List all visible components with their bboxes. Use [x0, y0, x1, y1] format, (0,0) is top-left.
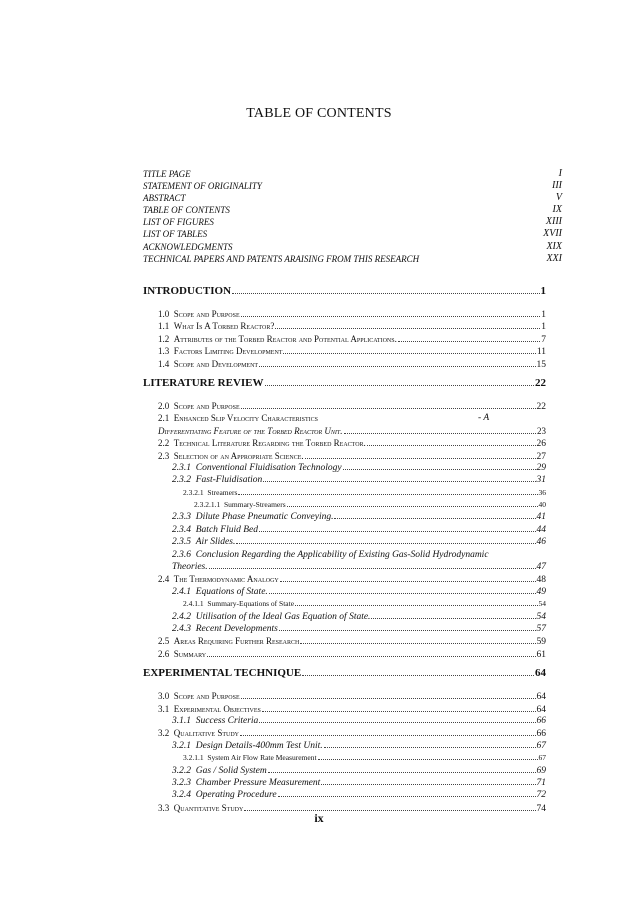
toc-entry: 2.3.2 Fast-Fluidisation 31 [172, 475, 546, 486]
toc-entry: 1.0 Scope and Purpose 1 [158, 309, 546, 320]
dot-leader [241, 408, 536, 409]
table-of-contents [143, 284, 546, 814]
dot-leader [268, 772, 536, 773]
dot-leader [262, 711, 536, 712]
dot-leader [207, 656, 535, 657]
dot-leader [259, 366, 535, 367]
toc-chapter-introduction: INTRODUCTION 1 [143, 285, 546, 297]
dot-leader [334, 518, 535, 519]
toc-entry: 2.4.2 Utilisation of the Ideal Gas Equation of State. 54 [172, 611, 546, 622]
toc-entry: 2.5 Areas Requiring Further Research 59 [158, 636, 546, 648]
front-matter-entry: TECHNICAL PAPERS AND PATENTS ARAISING FROM THIS RESEARCH XXI [143, 252, 562, 264]
toc-entry: 3.1.1 Success Criteria 66 [172, 715, 546, 726]
toc-entry: 2.6 Summary 61 [158, 648, 546, 660]
toc-entry: 2.3.2.1 Streamers 36 [183, 487, 546, 497]
front-matter-entry: STATEMENT OF ORIGINALITY III [143, 180, 562, 192]
dot-leader [344, 433, 536, 434]
dot-leader [300, 643, 535, 644]
toc-entry: 3.0 Scope and Purpose 64 [158, 691, 546, 703]
front-matter-entry: LIST OF FIGURES XIII [143, 216, 562, 228]
toc-entry: 3.2.4 Operating Procedure 72 [172, 790, 546, 801]
toc-entry: 2.3.3 Dilute Phase Pneumatic Conveying. 41 [172, 512, 546, 523]
front-matter-entry: TITLE PAGE I [143, 168, 562, 179]
page-title: TABLE OF CONTENTS [246, 106, 392, 121]
front-matter-entry: LIST OF TABLES XVII [143, 228, 562, 240]
toc-entry: 2.4.1 Equations of State. 49 [172, 586, 546, 597]
dot-leader [236, 543, 535, 544]
toc-entry: 3.2.2 Gas / Solid System 69 [172, 765, 546, 776]
toc-entry: 3.3 Quantitative Study 74 [158, 802, 546, 814]
toc-entry-continued: Differentiating Feature of the Torbed Reactor Unit. 23 [158, 425, 546, 436]
dot-leader [232, 293, 539, 294]
toc-entry: 2.3.4 Batch Fluid Bed 44 [172, 524, 546, 535]
dot-leader [241, 316, 541, 317]
dot-leader [241, 698, 536, 699]
dot-leader [398, 341, 540, 342]
dot-leader [240, 735, 535, 736]
dot-leader [305, 458, 536, 459]
toc-chapter-literature-review: LITERATURE REVIEW 22 [143, 376, 546, 389]
dot-leader [259, 531, 535, 532]
front-matter-entry: ACKNOWLEDGMENTS XIX [143, 240, 562, 252]
toc-entry: 3.1 Experimental Objectives 64 [158, 703, 546, 715]
page-number: ix [314, 811, 324, 825]
toc-entry: 3.2.1 Design Details-400mm Test Unit. 67 [172, 740, 546, 751]
dot-leader [269, 593, 536, 594]
toc-entry: 2.3.1 Conventional Fluidisation Technology 29 [172, 462, 546, 473]
toc-entry: 2.3 Selection of an Appropriate Science. 27 [158, 450, 546, 462]
dot-leader [295, 605, 537, 606]
dot-leader [209, 568, 536, 569]
toc-entry: 3.2.3 Chamber Pressure Measurement 71 [172, 777, 546, 788]
toc-entry: 3.2.1.1 System Air Flow Rate Measurement 67 [183, 753, 546, 763]
toc-entry: 1.2 Attributes of the Torbed Reactor and Potential Applications. 7 [158, 333, 546, 345]
toc-entry: 2.2 Technical Literature Regarding the Torbed Reactor. 26 [158, 438, 546, 450]
toc-entry: 2.3.6 Conclusion Regarding the Applicability of Existing Gas-Solid Hydrodynamic [172, 549, 489, 560]
toc-entry: 1.1 What Is A Torbed Reactor? 1 [158, 321, 546, 333]
dot-leader [371, 618, 535, 619]
toc-entry: 2.3.2.1.1 Summary-Streamers 40 [194, 500, 546, 510]
dot-leader [367, 445, 536, 446]
toc-entry: 2.4.1.1 Summary-Equations of State 54 [183, 599, 546, 609]
dot-leader [259, 722, 535, 723]
toc-entry: 2.1 Enhanced Slip Velocity Characteristics - A [158, 413, 490, 424]
dot-leader [278, 796, 536, 797]
front-matter-list [143, 168, 562, 265]
toc-entry: 2.3.5 Air Slides. 46 [172, 537, 546, 548]
dot-leader [321, 784, 535, 785]
toc-entry: 2.4 The Thermodynamic Analogy 48 [158, 574, 546, 586]
dot-leader [275, 328, 540, 329]
dot-leader [280, 581, 536, 582]
toc-chapter-experimental-technique: EXPERIMENTAL TECHNIQUE 64 [143, 667, 546, 680]
dot-leader [287, 506, 538, 507]
toc-entry: 2.0 Scope and Purpose 22 [158, 400, 546, 412]
dot-leader [238, 494, 537, 495]
dot-leader [283, 353, 535, 354]
dot-leader [265, 385, 534, 386]
dot-leader [343, 469, 536, 470]
toc-entry-continued: Theories. 47 [172, 562, 546, 573]
dot-leader [324, 747, 536, 748]
front-matter-entry: ABSTRACT V [143, 192, 562, 204]
toc-entry: 3.2 Qualitative Study 66 [158, 728, 546, 740]
toc-entry: 1.3 Factors Limiting Development 11 [158, 346, 546, 358]
dot-leader [318, 759, 538, 760]
dot-leader [302, 675, 534, 676]
dot-leader [279, 630, 536, 631]
front-matter-entry: TABLE OF CONTENTS IX [143, 204, 562, 216]
toc-entry: 2.4.3 Recent Developments 57 [172, 623, 546, 634]
toc-entry: 1.4 Scope and Development 15 [158, 358, 546, 370]
dot-leader [263, 481, 535, 482]
